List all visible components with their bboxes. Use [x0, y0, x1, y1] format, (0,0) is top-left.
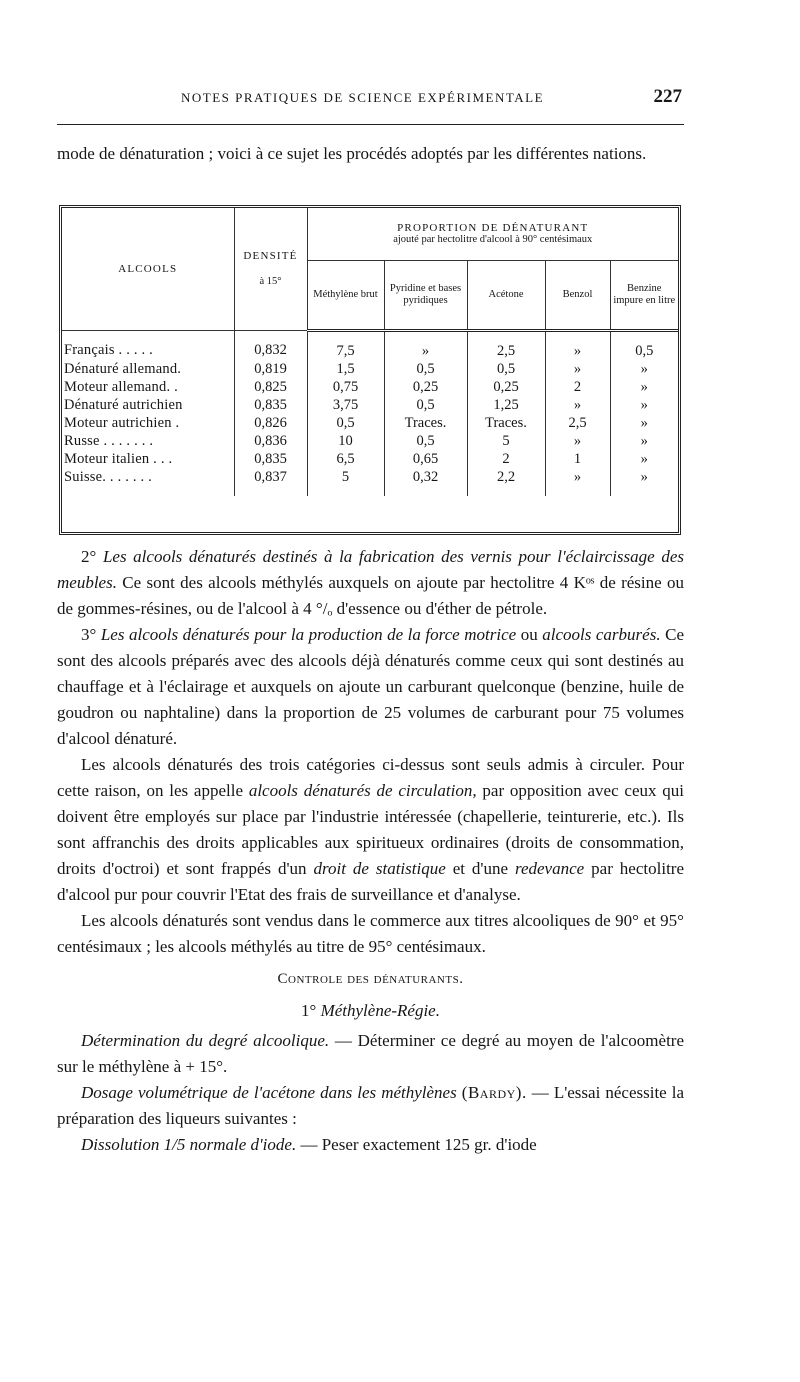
header-densite-label: DENSITÉ [243, 249, 298, 262]
header-pyridine: Pyridine et bases pyridiques [384, 260, 467, 330]
cell-benzine: » [640, 468, 648, 485]
cell-methylene: 10 [307, 432, 384, 450]
running-head [57, 86, 684, 112]
header-methylene: Méthylène brut [307, 260, 384, 330]
header-proportion-sub: ajouté par hectolitre d'alcool à 90° centésimaux [393, 233, 593, 245]
cell-benzol: » [545, 432, 610, 450]
p4-i3: redevance [514, 859, 585, 878]
cell-methylene: 6,5 [307, 450, 384, 468]
cell-benzine: » [640, 396, 648, 413]
table-row [62, 378, 678, 396]
cell-acetone: 2,5 [467, 330, 545, 360]
table-row [62, 360, 678, 378]
header-proportion [307, 208, 678, 260]
cell-pyridine: Traces. [384, 414, 467, 432]
cell-densite: 0,837 [234, 468, 307, 496]
p2-text: Ce sont des alcools méthylés auxquels on ajoute par hectolitre 4 Kᵒˢ de résine ou de gommes-résines, ou de l'alcool à 4 °/ₒ d'essence ou d'éther de pétrole. [57, 573, 685, 618]
cell-acetone: 2 [467, 450, 545, 468]
header-alcools: ALCOOLS [62, 208, 234, 330]
cell-methylene: 0,5 [307, 414, 384, 432]
table-row [62, 414, 678, 432]
cell-name: Français . . . . . [62, 330, 234, 360]
cell-acetone: 1,25 [467, 396, 545, 414]
cell-benzol: » [545, 360, 610, 378]
cell-densite: 0,835 [234, 450, 307, 468]
cell-name: Dénaturé autrichien [62, 396, 234, 414]
cell-methylene: 5 [307, 468, 384, 496]
p8-text: — Peser exactement 125 gr. d'iode [300, 1135, 537, 1154]
cell-pyridine: 0,25 [384, 378, 467, 396]
intro-block [57, 141, 684, 167]
cell-acetone: Traces. [467, 414, 545, 432]
header-rule [57, 124, 684, 125]
cell-pyridine: 0,5 [384, 432, 467, 450]
p3-title: Les alcools dénaturés pour la production de la force motrice [100, 625, 517, 644]
cell-methylene: 7,5 [307, 330, 384, 360]
cell-benzine: » [640, 414, 648, 431]
subsection-title [57, 998, 684, 1024]
p4-c: et d'une [452, 859, 509, 878]
p2-title: Les alcools dénaturés destinés à la fabrication des vernis pour l'éclaircissage des meubles. [57, 547, 684, 592]
cell-pyridine: 0,5 [384, 396, 467, 414]
running-title: NOTES PRATIQUES DE SCIENCE EXPÉRIMENTALE [181, 90, 545, 105]
cell-name: Moteur autrichien . [62, 414, 234, 432]
header-densite-sub: à 15° [259, 275, 282, 287]
p6-title: Détermination du degré alcoolique. [81, 1031, 330, 1050]
header-acetone: Acétone [467, 260, 545, 330]
paragraph-dosage [57, 1080, 684, 1132]
header-benzine: Benzine impure en litre [610, 260, 678, 330]
cell-densite: 0,819 [234, 360, 307, 378]
cell-benzol: » [545, 396, 610, 414]
cell-densite: 0,835 [234, 396, 307, 414]
p7-title: Dosage volumétrique de l'acétone dans les méthylènes [81, 1083, 457, 1102]
cell-benzine: » [640, 432, 648, 449]
header-benzol: Benzol [545, 260, 610, 330]
main-text [57, 544, 684, 1158]
p3-text: Ce sont des alcools préparés avec des alcools déjà dénaturés comme ceux qui sont destinés au chauffage et à l'éclairage et auxquels on ajoute un carburant quelconque (benzine, huile de goudron ou naphtaline) dans la proportion de 25 volumes de carburant pour 75 volumes d'alcool dénaturé. [57, 625, 684, 748]
paragraph-iode [57, 1132, 684, 1158]
header-proportion-title: PROPORTION DE DÉNATURANT [397, 221, 589, 234]
table-row [62, 330, 678, 360]
page [57, 0, 684, 1382]
cell-name: Moteur italien . . . [62, 450, 234, 468]
cell-acetone: 0,5 [467, 360, 545, 378]
cell-pyridine: 0,5 [384, 360, 467, 378]
p4-a: Les alcools dénaturés des trois catégories ci-dessus sont seuls admis à circuler. Pour cette raison, on les appelle [57, 755, 684, 800]
cell-pyridine: 0,65 [384, 450, 467, 468]
table-row [62, 432, 678, 450]
cell-benzine: » [640, 450, 648, 467]
cell-densite: 0,825 [234, 378, 307, 396]
p4-i2: droit de statistique [313, 859, 446, 878]
cell-name: Suisse. . . . . . . [62, 468, 234, 496]
cell-methylene: 1,5 [307, 360, 384, 378]
page-number: 227 [653, 86, 682, 107]
cell-acetone: 2,2 [467, 468, 545, 496]
paragraph-degre [57, 1028, 684, 1080]
cell-acetone: 0,25 [467, 378, 545, 396]
table-row [62, 468, 678, 496]
cell-benzine: » [640, 378, 648, 395]
cell-benzol: » [545, 468, 610, 496]
cell-densite: 0,836 [234, 432, 307, 450]
cell-methylene: 3,75 [307, 396, 384, 414]
section-title: Controle des dénaturants. [277, 971, 464, 987]
table-body [62, 330, 678, 496]
p4-b: par opposition avec ceux qui doivent être employés sur place par l'industrie intéressée (chapellerie, teinturerie, etc.). Ils sont affranchis des droits applicables aux spiritueux ordinaires (droits de consommation, droits d'octroi) et sont frappés d'un [57, 781, 685, 878]
p3-title2: alcools carburés. [542, 625, 661, 644]
cell-pyridine: 0,32 [384, 468, 467, 496]
p8-title: Dissolution 1/5 normale d'iode. [81, 1135, 297, 1154]
header-densite [234, 208, 307, 330]
p6-text: — Déterminer ce degré au moyen de l'alcoomètre sur le méthylène à + 15°. [57, 1031, 685, 1076]
paragraph-circulation [57, 752, 684, 908]
cell-densite: 0,832 [234, 330, 307, 360]
paragraph-force-motrice [57, 622, 684, 752]
table-row [62, 450, 678, 468]
table [62, 208, 678, 496]
p7-author: (Bardy). [461, 1083, 527, 1102]
subsection-name: Méthylène-Régie. [320, 1001, 440, 1020]
cell-benzol: 2 [545, 378, 610, 396]
cell-benzol: » [545, 330, 610, 360]
cell-name: Dénaturé allemand. [62, 360, 234, 378]
cell-acetone: 5 [467, 432, 545, 450]
p3-mid: ou [520, 625, 538, 644]
table-row [62, 396, 678, 414]
cell-benzine: » [640, 360, 648, 377]
cell-benzol: 1 [545, 450, 610, 468]
cell-name: Russe . . . . . . . [62, 432, 234, 450]
intro-paragraph: mode de dénaturation ; voici à ce sujet les procédés adoptés par les différentes nations. [57, 144, 647, 163]
paragraph-vernis [57, 544, 684, 622]
subsection-num: 1° [301, 1001, 317, 1020]
paragraph-titres: Les alcools dénaturés sont vendus dans le commerce aux titres alcooliques de 90° et 95° centésimaux ; les alcools méthylés au titre de 95° centésimaux. [57, 911, 684, 956]
p7-text: — L'essai nécessite la préparation des liqueurs suivantes : [57, 1083, 685, 1128]
p3-num: 3° [81, 625, 97, 644]
cell-methylene: 0,75 [307, 378, 384, 396]
cell-benzine: 0,5 [635, 342, 654, 359]
p4-d: par hectolitre d'alcool pur pour couvrir l'Etat des frais de surveillance et d'analyse. [57, 859, 684, 904]
cell-densite: 0,826 [234, 414, 307, 432]
cell-name: Moteur allemand. . [62, 378, 234, 396]
denaturation-table [59, 205, 681, 535]
p2-num: 2° [81, 547, 97, 566]
cell-pyridine: » [384, 330, 467, 360]
cell-benzol: 2,5 [545, 414, 610, 432]
p4-i1: alcools dénaturés de circulation, [248, 781, 477, 800]
